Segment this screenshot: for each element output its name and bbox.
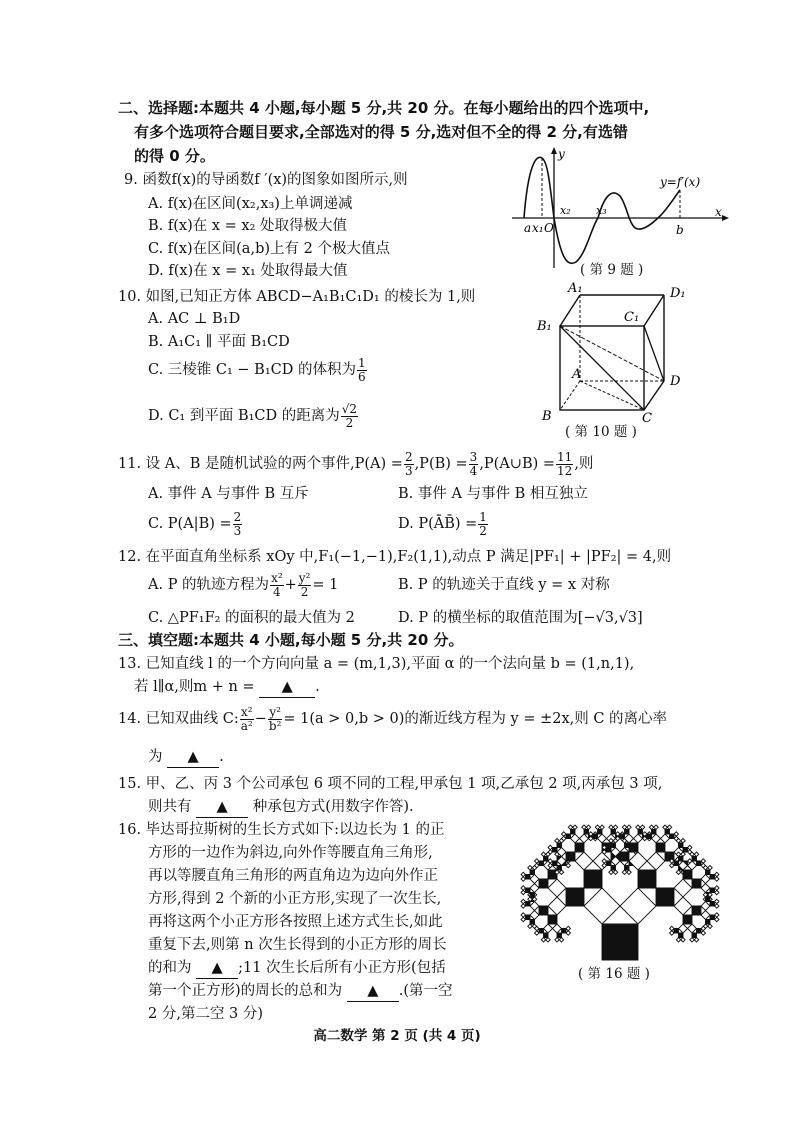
tree-square-170 <box>661 834 670 843</box>
q9-option-a: A. f(x)在区间(x₂,x₃)上单调递减 <box>148 196 353 212</box>
q16-pythagoras-tree-figure <box>510 815 730 965</box>
q10-label-d1: D₁ <box>670 286 686 301</box>
q14-numerator2: y² <box>269 704 281 719</box>
tree-square-35 <box>539 879 548 888</box>
q11-stem-end: ,则 <box>574 456 594 472</box>
tree-square-84 <box>566 834 571 839</box>
q13-line2-end: . <box>315 679 320 695</box>
q11-pb-fraction <box>469 451 479 478</box>
section2-heading-line3: 的得 0 分。 <box>134 147 215 165</box>
tree-square-250 <box>681 938 686 943</box>
q9-label-b: b <box>676 223 684 237</box>
q16-line5: 再将这两个小正方形各按照上述方式生长,如此 <box>148 914 443 930</box>
tree-square-72 <box>553 861 558 866</box>
q9-label-y: y <box>558 147 565 161</box>
tree-square-197 <box>670 863 675 868</box>
tree-square-163 <box>652 834 661 843</box>
q12-option-c: C. △PF₁F₂ 的面积的最大值为 2 <box>148 610 355 626</box>
q11-option-c-text: C. P(A|B) = <box>148 516 232 532</box>
tree-square-109 <box>613 825 618 830</box>
tree-square-161 <box>647 852 665 870</box>
q10-figure-caption: ( 第 10 题 ) <box>565 424 637 440</box>
tree-square-79 <box>557 843 562 848</box>
tree-square-164 <box>647 834 652 839</box>
tree-square-236 <box>715 917 720 922</box>
tree-square-5 <box>553 924 562 933</box>
q10-d-numerator: √2 <box>341 401 358 416</box>
tree-square-89 <box>573 825 578 830</box>
q11-pb-numerator: 3 <box>469 449 478 464</box>
tree-square-12 <box>544 924 553 933</box>
tree-square-42 <box>521 886 526 891</box>
tree-square-37 <box>530 893 535 898</box>
q12-a-equals: = 1 <box>312 577 339 593</box>
q11-option-c-fraction <box>233 511 243 538</box>
q16-line2: 方形的一边作为斜边,向外作等腰直角三角形, <box>148 845 433 861</box>
tree-square-210 <box>701 875 710 884</box>
q12-stem: 12. 在平面直角坐标系 xOy 中,F₁(−1,−1),F₂(1,1),动点 P 满足|PF₁| + |PF₂| = 4,则 <box>118 549 672 565</box>
section3-heading: 三、填空题:本题共 4 小题,每小题 5 分,共 20 分。 <box>118 631 464 649</box>
tree-square-7 <box>566 926 571 931</box>
q10-option-b: B. A₁C₁ ∥ 平面 B₁CD <box>148 334 290 350</box>
tree-square-148 <box>620 834 625 839</box>
tree-square-10 <box>559 938 564 943</box>
tree-square-179 <box>679 843 684 848</box>
q14-fraction2 <box>268 706 283 733</box>
tree-square-206 <box>697 861 702 866</box>
q11-pa-denominator: 3 <box>404 463 413 478</box>
tree-square-143 <box>611 843 616 848</box>
tree-square-100 <box>593 834 598 839</box>
tree-square-167 <box>652 830 657 835</box>
q9-label-origin: O <box>544 221 554 235</box>
q16-line7 <box>148 958 446 979</box>
q15-line2-text: 则共有 <box>148 799 192 815</box>
tree-square-30 <box>521 899 526 904</box>
q10-d-denominator: 2 <box>345 415 354 430</box>
q9-option-c: C. f(x)在区间(a,b)上有 2 个极大值点 <box>148 241 390 257</box>
section2-heading-line2: 有多个选项符合题目要求,全部选对的得 5 分,选对但不全的得 2 分,有选错 <box>134 123 628 141</box>
q16-line8-text: 第一个正方形)的周长的总和为 <box>148 983 343 999</box>
tree-square-225 <box>692 906 701 915</box>
tree-square-103 <box>598 830 603 835</box>
q10-label-c: C <box>642 411 652 426</box>
tree-square-34 <box>548 879 566 897</box>
tree-square-182 <box>683 848 688 853</box>
tree-square-211 <box>706 870 711 875</box>
q11-d-numerator: 1 <box>479 509 487 524</box>
tree-square-192 <box>656 888 674 906</box>
tree-square-157 <box>640 825 645 830</box>
q11-pa-fraction <box>404 451 414 478</box>
q9-derivative-graph <box>508 146 730 272</box>
tree-square-36 <box>530 884 539 893</box>
q10-option-c <box>148 356 368 384</box>
tree-square-11 <box>555 938 560 943</box>
q12-option-a <box>148 570 338 600</box>
tree-square-15 <box>541 938 546 943</box>
tree-square-48 <box>528 866 533 871</box>
q9-stem: 9. 函数f(x)的导函数f ′(x)的图象如图所示,则 <box>124 172 408 188</box>
tree-square-155 <box>638 830 643 835</box>
q12-option-d: D. P 的横坐标的取值范围为[−√3,√3] <box>398 610 643 626</box>
tree-square-54 <box>535 859 540 864</box>
q15-line2 <box>148 797 414 818</box>
tree-square-218 <box>710 888 715 893</box>
q9-figure-caption: ( 第 9 题 ) <box>580 262 644 278</box>
q9-label-func: y=f′(x) <box>660 175 701 189</box>
section2-heading-line1: 二、选择题:本题共 4 小题,每小题 5 分,共 20 分。在每小题给出的四个选项中, <box>118 99 650 117</box>
tree-square-128 <box>620 888 656 924</box>
q13-line1: 13. 已知直线 l 的一个方向向量 a = (m,1,3),平面 α 的一个法向量 b = (1,n,1), <box>118 656 635 672</box>
tree-square-28 <box>526 902 531 907</box>
tree-square-169 <box>654 825 659 830</box>
tree-square-126 <box>627 870 632 875</box>
tree-square-174 <box>670 834 675 839</box>
tree-square-181 <box>681 839 686 844</box>
tree-square-92 <box>582 825 587 830</box>
tree-square-105 <box>600 825 605 830</box>
page-footer: 高二数学 第 2 页 (共 4 页) <box>313 1028 481 1044</box>
tree-square-171 <box>665 830 670 835</box>
tree-square-19 <box>539 906 548 915</box>
q11-option-a: A. 事件 A 与事件 B 互斥 <box>148 486 309 502</box>
tree-square-196 <box>674 861 679 866</box>
q12-a-plus: + <box>284 577 297 593</box>
q14-text-start: 14. 已知双曲线 C: <box>118 711 239 727</box>
q16-line7-end: ;11 次生长后所有小正方形(包括 <box>238 960 446 976</box>
tree-square-173 <box>667 825 672 830</box>
q10-option-d <box>148 401 359 431</box>
q14-text-end: = 1(a > 0,b > 0)的渐近线方程为 y = ±2x,则 C 的离心率 <box>283 711 668 727</box>
tree-square-3 <box>548 897 566 915</box>
q14-denominator1: a² <box>240 718 253 733</box>
tree-square-41 <box>521 890 526 895</box>
q9-label-x3: x₃ <box>596 204 607 217</box>
q13-line2-text: 若 l∥α,则m + n = <box>134 679 255 695</box>
tree-square-17 <box>535 931 540 936</box>
tree-square-249 <box>679 933 684 938</box>
q14-denominator2: b² <box>268 718 282 733</box>
tree-square-4 <box>548 915 557 924</box>
tree-square-183 <box>688 845 693 850</box>
tree-square-237 <box>706 920 711 925</box>
q11-option-d-fraction <box>478 511 488 538</box>
tree-square-16 <box>539 929 544 934</box>
tree-square-135 <box>609 870 614 875</box>
q10-option-d-fraction <box>341 403 358 430</box>
q14-line2-end: . <box>219 749 224 765</box>
tree-square-78 <box>548 845 553 850</box>
tree-square-70 <box>559 870 564 875</box>
tree-square-254 <box>670 926 675 931</box>
tree-square-213 <box>708 866 713 871</box>
tree-square-25 <box>521 917 526 922</box>
q15-answer-blank[interactable]: ▲ <box>196 797 248 818</box>
q10-label-b1: B₁ <box>537 319 552 334</box>
tree-square-253 <box>670 931 675 936</box>
tree-square-2 <box>566 888 584 906</box>
tree-square-151 <box>625 830 630 835</box>
q11-pb-text: ,P(B) = <box>414 456 468 472</box>
q14-numerator1: x² <box>240 704 253 719</box>
tree-square-140 <box>607 848 612 853</box>
tree-square-9 <box>557 933 562 938</box>
tree-square-194 <box>683 870 692 879</box>
tree-square-175 <box>674 832 679 837</box>
tree-square-76 <box>553 848 558 853</box>
q16-line1: 16. 毕达哥拉斯树的生长方式如下:以边长为 1 的正 <box>118 822 445 838</box>
tree-square-56 <box>541 852 546 857</box>
tree-square-0 <box>602 924 638 960</box>
tree-square-152 <box>622 825 627 830</box>
tree-square-131 <box>620 852 629 861</box>
q12-option-b: B. P 的轨迹关于直线 y = x 对称 <box>398 577 610 593</box>
tree-square-234 <box>710 915 715 920</box>
tree-square-233 <box>701 911 710 920</box>
tree-square-245 <box>692 933 697 938</box>
q16-line8-end: .(第一空 <box>398 983 453 999</box>
tree-square-13 <box>544 933 549 938</box>
tree-square-29 <box>521 904 526 909</box>
q11-pb-denominator: 4 <box>469 463 478 478</box>
q9-label-x: x <box>715 205 722 219</box>
tree-square-82 <box>575 843 584 852</box>
q11-pa-numerator: 2 <box>404 449 413 464</box>
tree-square-153 <box>627 825 632 830</box>
q16-line3: 再以等腰直角三角形的两直角边为边向外作正 <box>148 868 438 884</box>
q11-stem-text: 11. 设 A、B 是随机试验的两个事件,P(A) = <box>118 456 403 472</box>
tree-square-40 <box>526 888 531 893</box>
tree-square-65 <box>584 870 602 888</box>
tree-square-47 <box>530 870 535 875</box>
tree-square-127 <box>622 870 627 875</box>
q10-stem: 10. 如图,已知正方体 ABCD−A₁B₁C₁D₁ 的棱长为 1,则 <box>118 289 476 305</box>
tree-square-69 <box>557 866 562 871</box>
tree-square-252 <box>674 929 679 934</box>
tree-square-93 <box>586 825 591 830</box>
q10-option-d-text: D. C₁ 到平面 B₁CD 的距离为 <box>148 408 340 424</box>
q11-d-denominator: 2 <box>479 523 487 538</box>
tree-square-217 <box>701 884 710 893</box>
tree-square-52 <box>539 861 544 866</box>
q14-answer-blank[interactable]: ▲ <box>167 747 219 768</box>
q11-option-c <box>148 510 243 538</box>
tree-square-23 <box>528 924 533 929</box>
q10-label-d: D <box>670 374 681 389</box>
tree-square-44 <box>526 875 531 880</box>
tree-square-154 <box>634 834 643 843</box>
tree-square-209 <box>692 879 701 888</box>
q12-a-fraction1 <box>270 572 284 599</box>
tree-square-90 <box>580 834 589 843</box>
q15-line1: 15. 甲、乙、丙 3 个公司承包 6 项不同的工程,甲承包 1 项,乙承包 2 项,丙承包 3 项, <box>118 776 663 792</box>
q16-answer-blank-2[interactable]: ▲ <box>347 981 399 1002</box>
tree-square-220 <box>715 890 720 895</box>
tree-square-80 <box>555 839 560 844</box>
q13-answer-blank[interactable]: ▲ <box>259 677 315 698</box>
tree-square-27 <box>530 902 539 911</box>
tree-square-55 <box>544 857 549 862</box>
tree-square-1 <box>584 888 620 924</box>
q11-stem <box>118 450 593 478</box>
tree-square-162 <box>656 843 665 852</box>
q15-line2-end: 种承包方式(用数字作答). <box>252 799 414 815</box>
tree-square-43 <box>530 875 539 884</box>
q10-label-b: B <box>542 409 552 424</box>
tree-square-156 <box>636 825 641 830</box>
tree-square-45 <box>521 877 526 882</box>
q11-pu-denominator: 12 <box>557 463 573 478</box>
q12-option-a-text: A. P 的轨迹方程为 <box>148 577 270 593</box>
tree-square-216 <box>715 877 720 882</box>
q9-label-x1: x₁ <box>532 221 544 235</box>
tree-square-146 <box>629 843 638 852</box>
q11-option-d-text: D. P(ĀB̄) = <box>398 516 478 532</box>
q11-c-denominator: 3 <box>233 523 242 538</box>
tree-square-8 <box>566 931 571 936</box>
tree-square-107 <box>611 830 616 835</box>
q13-line2 <box>134 677 320 698</box>
tree-square-83 <box>571 834 580 843</box>
tree-square-24 <box>526 915 531 920</box>
tree-square-226 <box>701 902 710 911</box>
tree-square-108 <box>609 825 614 830</box>
tree-square-248 <box>679 924 688 933</box>
tree-square-203 <box>692 857 697 862</box>
q9-label-a: a <box>524 221 532 235</box>
tree-square-21 <box>530 920 535 925</box>
tree-square-205 <box>694 852 699 857</box>
tree-square-199 <box>679 857 684 862</box>
q14-line1 <box>118 704 667 734</box>
q10-cube-figure <box>532 280 704 426</box>
q9-option-b: B. f(x)在 x = x₂ 处取得极大值 <box>148 218 347 234</box>
tree-square-219 <box>715 886 720 891</box>
tree-square-244 <box>701 931 706 936</box>
tree-square-230 <box>710 902 715 907</box>
q16-line4: 方形,得到 2 个新的小正方形,实现了一次生长, <box>148 891 442 907</box>
tree-square-136 <box>607 861 612 866</box>
tree-square-64 <box>566 863 571 868</box>
tree-square-87 <box>571 830 576 835</box>
tree-square-67 <box>566 852 575 861</box>
tree-square-86 <box>562 832 567 837</box>
q14-minus: − <box>254 711 267 727</box>
tree-square-66 <box>575 852 593 870</box>
tree-square-191 <box>676 870 681 875</box>
tree-square-46 <box>521 872 526 877</box>
q14-line2-text: 为 <box>148 749 163 765</box>
tree-square-104 <box>595 825 600 830</box>
tree-square-224 <box>674 897 692 915</box>
tree-square-247 <box>690 938 695 943</box>
tree-square-6 <box>562 929 567 934</box>
q11-pu-numerator: 11 <box>557 449 573 464</box>
tree-square-115 <box>625 843 630 848</box>
tree-square-232 <box>715 904 720 909</box>
q11-pu-fraction <box>556 451 573 478</box>
tree-square-88 <box>568 825 573 830</box>
tree-square-26 <box>521 913 526 918</box>
tree-square-240 <box>683 915 692 924</box>
tree-square-20 <box>530 911 539 920</box>
tree-square-231 <box>715 899 720 904</box>
tree-square-91 <box>584 830 589 835</box>
tree-square-246 <box>694 938 699 943</box>
tree-square-193 <box>674 879 692 897</box>
q10-option-a: A. AC ⊥ B₁D <box>148 311 241 327</box>
tree-square-207 <box>701 859 706 864</box>
q16-line7-text: 的和为 <box>148 960 192 976</box>
tree-square-235 <box>715 913 720 918</box>
q12-a-denominator1: 4 <box>273 584 281 599</box>
tree-square-168 <box>649 825 654 830</box>
q12-a-numerator2: y² <box>298 570 311 585</box>
q10-label-a1: A₁ <box>568 281 583 296</box>
tree-square-125 <box>625 866 630 871</box>
tree-square-134 <box>613 870 618 875</box>
q10-c-denominator: 6 <box>357 369 366 384</box>
q16-answer-blank-1[interactable]: ▲ <box>196 958 238 979</box>
tree-square-215 <box>715 872 720 877</box>
tree-square-241 <box>688 924 697 933</box>
q16-figure-caption: ( 第 16 题 ) <box>578 966 650 982</box>
q10-c-numerator: 1 <box>357 355 366 370</box>
tree-square-172 <box>663 825 668 830</box>
tree-square-214 <box>710 875 715 880</box>
q11-pu-text: ,P(A∪B) = <box>479 456 556 472</box>
tree-square-130 <box>629 852 647 870</box>
q10-option-c-text: C. 三棱锥 C₁ − B₁CD 的体积为 <box>148 362 356 378</box>
q9-label-x2: x₂ <box>560 204 571 217</box>
q11-option-b: B. 事件 A 与事件 B 相互独立 <box>398 486 588 502</box>
q14-line2 <box>148 747 224 768</box>
tree-square-238 <box>708 924 713 929</box>
q16-line6: 重复下去,则第 n 次生长得到的小正方形的周长 <box>148 937 447 953</box>
tree-square-133 <box>611 866 616 871</box>
tree-square-242 <box>697 929 702 934</box>
q12-a-numerator1: x² <box>271 570 283 585</box>
tree-square-251 <box>676 938 681 943</box>
q10-label-c1: C₁ <box>624 310 640 325</box>
q14-fraction1 <box>240 706 254 733</box>
q11-option-d <box>398 510 489 538</box>
q16-line8 <box>148 981 453 1002</box>
tree-square-129 <box>638 870 656 888</box>
tree-square-227 <box>706 897 711 902</box>
q9-option-d: D. f(x)在 x = x₁ 处取得最大值 <box>148 263 348 279</box>
q12-a-fraction2 <box>298 572 312 599</box>
tree-square-99 <box>598 834 607 843</box>
q10-option-c-fraction <box>357 357 367 384</box>
q10-label-a: A <box>572 367 582 382</box>
q11-c-numerator: 2 <box>233 509 242 524</box>
tree-square-14 <box>546 938 551 943</box>
q16-line9: 2 分,第二空 3 分) <box>148 1006 264 1022</box>
q12-a-denominator2: 2 <box>300 584 309 599</box>
